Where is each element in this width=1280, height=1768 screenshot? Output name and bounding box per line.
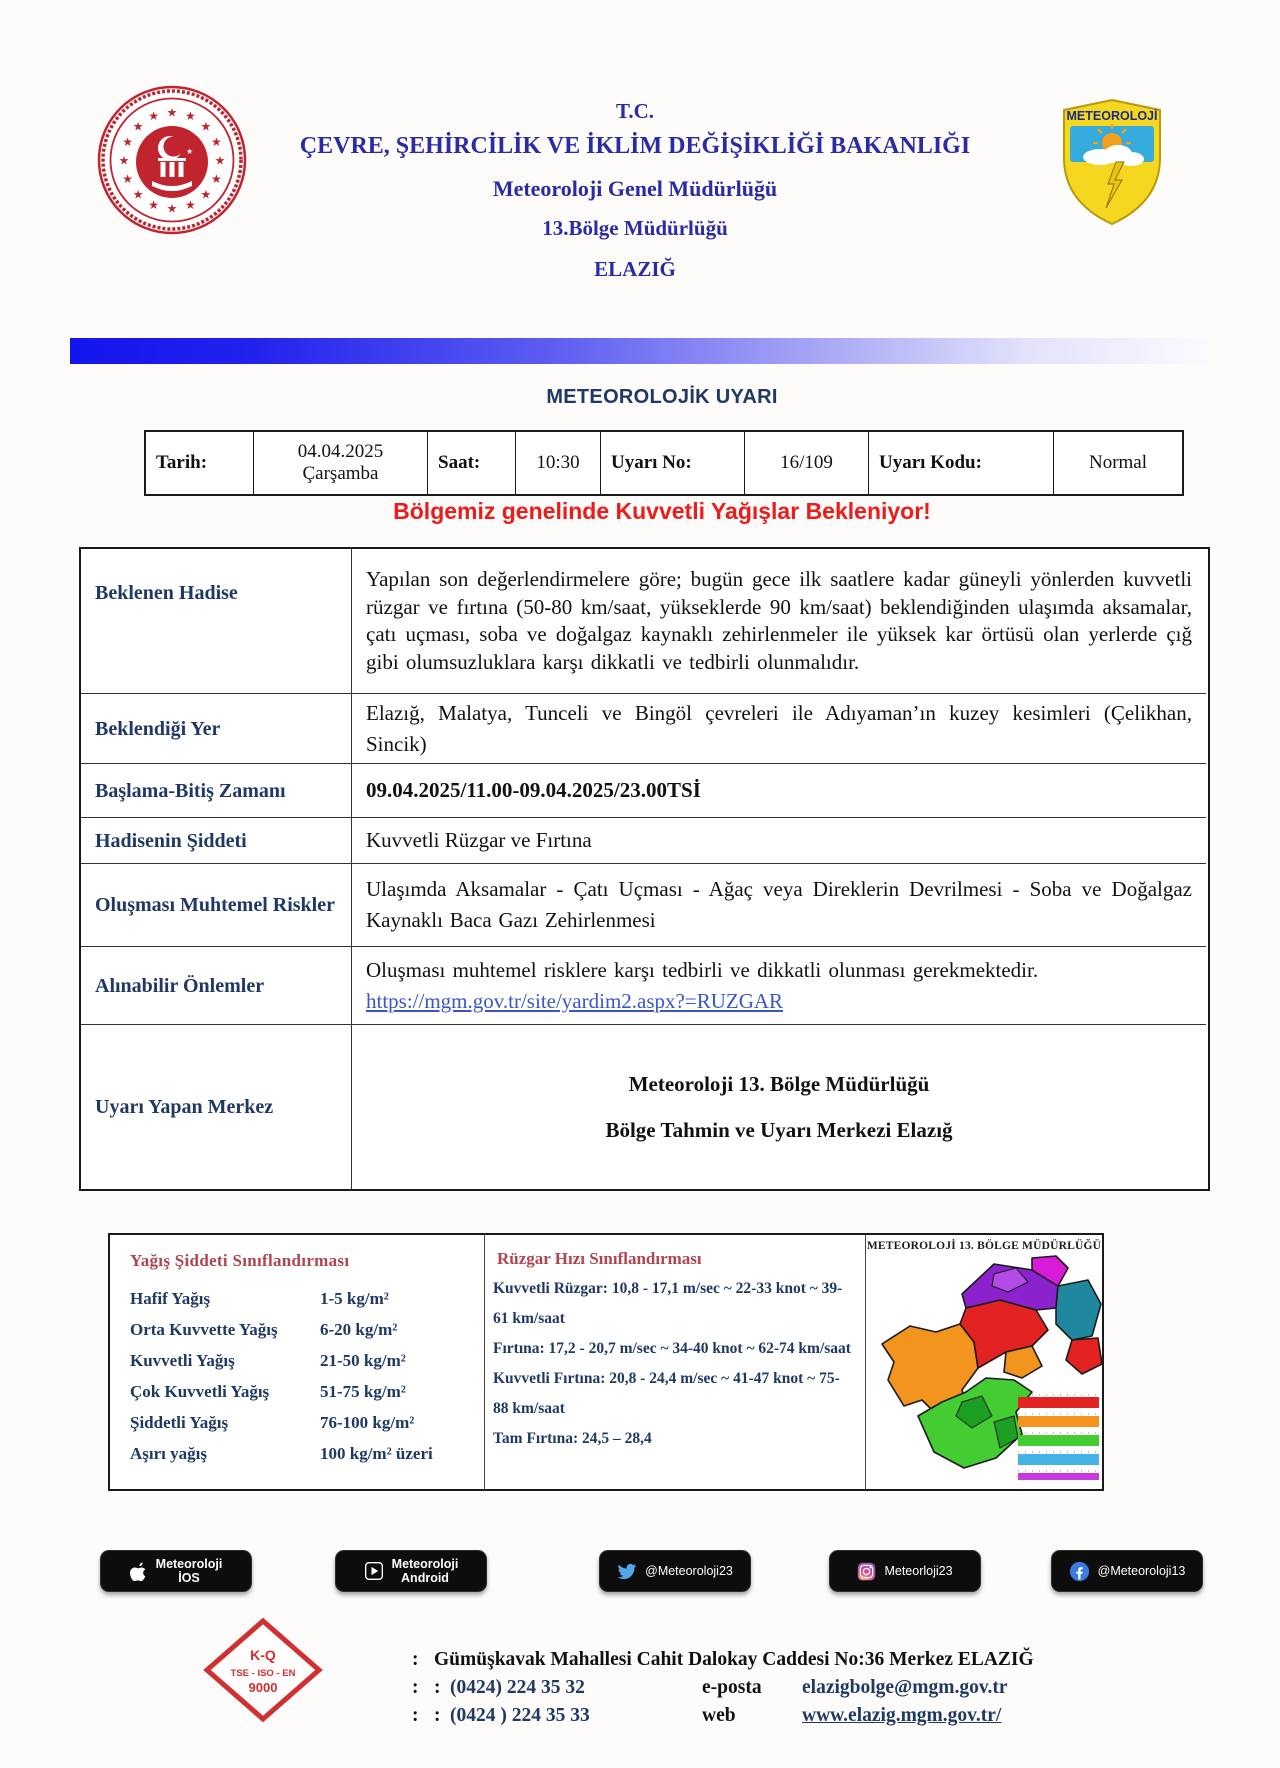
doc-title: METEOROLOJİK UYARI — [546, 386, 778, 408]
row-label-muhtemel-riskler: Oluşması Muhtemel Riskler — [81, 864, 352, 947]
rain-row: Hafif Yağış 1-5 kg/m² — [130, 1288, 389, 1308]
time-value: 10:30 — [515, 432, 600, 494]
region-map-icon — [866, 1252, 1103, 1480]
meteorology-shield-icon — [1060, 96, 1164, 228]
svg-text:★: ★ — [132, 119, 144, 134]
address-line: : Gümüşkavak Mahallesi Cahit Dalokay Caddesi No:36 Merkez ELAZIĞ — [412, 1649, 1034, 1670]
row-label-alinabilir-onlemler: Alınabilir Önlemler — [81, 947, 352, 1025]
google-play-icon — [364, 1561, 384, 1581]
region-map-title: METEOROLOJİ 13. BÖLGE MÜDÜRLÜĞÜ — [866, 1240, 1102, 1252]
contact-block — [412, 1646, 1152, 1730]
row-value-beklendigi-yer: Elazığ, Malatya, Tunceli ve Bingöl çevreleri ile Adıyaman’ın kuzey kesimleri (Çelikhan, Sincik) — [352, 694, 1206, 764]
instagram-icon — [857, 1562, 876, 1581]
issuing-center-line1: Meteoroloji 13. Bölge Müdürlüğü — [628, 1071, 930, 1096]
phone-2: (0424 ) 224 35 33 — [450, 1705, 590, 1726]
header-regional-directorate: 13.Bölge Müdürlüğü — [542, 216, 728, 240]
instagram-button-label: Meteorloji23 — [884, 1564, 953, 1578]
region-map-panel — [865, 1235, 1102, 1489]
wind-line: Tam Fırtına: 24,5 – 28,4 — [493, 1430, 652, 1447]
twitter-button[interactable] — [599, 1550, 751, 1592]
row-value-alinabilir-onlemler — [352, 947, 1206, 1025]
ios-button-label: Meteoroloji İOS — [155, 1557, 223, 1585]
facebook-button-label: @Meteoroloji13 — [1097, 1564, 1186, 1578]
row-label-hadisenin-siddeti: Hadisenin Şiddeti — [81, 818, 352, 864]
warning-info-table — [144, 430, 1184, 496]
warning-code-value: Normal — [1053, 432, 1182, 494]
wind-line: Kuvvetli Fırtına: 20,8 - 24,4 m/sec ~ 41-47 knot ~ 75-88 km/saat — [493, 1370, 840, 1417]
facebook-button[interactable] — [1051, 1550, 1203, 1592]
row-label-baslama-bitis: Başlama-Bitiş Zamanı — [81, 764, 352, 818]
web-label: web — [702, 1705, 736, 1726]
rain-row: Aşırı yağış 100 kg/m² üzeri — [130, 1443, 433, 1463]
svg-text:★: ★ — [211, 135, 222, 150]
svg-text:★: ★ — [166, 201, 178, 216]
svg-text:★: ★ — [185, 109, 196, 124]
ios-app-button[interactable] — [100, 1550, 252, 1592]
warning-no-label: Uyarı No: — [600, 432, 744, 494]
header-ministry: ÇEVRE, ŞEHİRCİLİK VE İKLİM DEĞİŞİKLİĞİ BAKANLIĞI — [299, 133, 971, 159]
svg-text:★: ★ — [122, 135, 133, 150]
row-label-beklendigi-yer: Beklendiği Yer — [81, 694, 352, 764]
wind-line: Kuvvetli Rüzgar: 10,8 - 17,1 m/sec ~ 22-33 knot ~ 39-61 km/saat — [493, 1280, 843, 1327]
svg-text:★: ★ — [211, 171, 222, 186]
issuing-center-line2: Bölge Tahmin ve Uyarı Merkezi Elazığ — [605, 1117, 953, 1142]
document-header — [225, 84, 1045, 285]
svg-text:★: ★ — [166, 105, 178, 120]
row-value-uyari-yapan-merkez — [352, 1025, 1206, 1189]
shield-text: METEOROLOJİ — [1066, 109, 1158, 123]
rain-row: Orta Kuvvette Yağış 6-20 kg/m² — [130, 1319, 398, 1339]
header-city: ELAZIĞ — [594, 257, 676, 281]
header-tc: T.C. — [615, 99, 655, 123]
svg-text:K-Q: K-Q — [250, 1647, 276, 1663]
rain-row: Kuvvetli Yağış 21-50 kg/m² — [130, 1350, 406, 1370]
row-label-beklenen-hadise: Beklenen Hadise — [81, 549, 352, 694]
alert-headline: Bölgemiz genelinde Kuvvetli Yağışlar Bekleniyor! — [393, 498, 931, 524]
warning-no-value: 16/109 — [744, 432, 868, 494]
apple-icon — [130, 1561, 148, 1582]
row-value-muhtemel-riskler: Ulaşımda Aksamalar - Çatı Uçması - Ağaç veya Direklerin Devrilmesi - Soba ve Doğalgaz Kaynaklı Baca Gazı Zehirlenmesi — [352, 864, 1206, 947]
precaution-link[interactable]: https://mgm.gov.tr/site/yardim2.aspx?=RUZGAR — [366, 988, 784, 1013]
svg-text:9000: 9000 — [248, 1680, 278, 1695]
twitter-button-label: @Meteoroloji23 — [645, 1564, 733, 1578]
phone-line-2: : : (0424 ) 224 35 33 web www.elazig.mgm.gov.tr/ — [412, 1705, 1002, 1726]
warning-code-label: Uyarı Kodu: — [868, 432, 1053, 494]
date-value: 04.04.2025 Çarşamba — [253, 432, 427, 494]
svg-text:★: ★ — [148, 197, 159, 212]
blue-gradient-divider — [70, 338, 1210, 364]
website-link[interactable]: www.elazig.mgm.gov.tr/ — [802, 1705, 1002, 1726]
svg-text:★: ★ — [132, 187, 144, 202]
email-value[interactable]: elazigbolge@mgm.gov.tr — [802, 1677, 1008, 1698]
phone-line-1: : : (0424) 224 35 32 e-posta elazigbolge@mgm.gov.tr — [412, 1677, 1008, 1698]
row-value-beklenen-hadise: Yapılan son değerlendirmelere göre; bugün gece ilk saatlere kadar güneyli yönlerden kuvvetli rüzgar ve fırtına (50-80 km/saat, yükseklerde 90 km/saat) beklendiğinden ulaşımda aksamalar, çatı uçması, soba ve doğalgaz kaynaklı zehirlenmeler ile yüksek kar örtüsü olan yerlerde çığ gibi olumsuzluklara karşı dikkatli ve tedbirli olunmalıdır. — [352, 549, 1206, 694]
tse-iso-cert-icon — [203, 1618, 323, 1722]
header-general-directorate: Meteoroloji Genel Müdürlüğü — [492, 176, 778, 201]
email-label: e-posta — [702, 1677, 762, 1698]
facebook-icon — [1069, 1561, 1090, 1582]
precaution-text: Oluşması muhtemel risklere karşı tedbirli ve dikkatli olunması gerekmektedir. — [366, 957, 1039, 982]
date-label: Tarih: — [156, 452, 208, 473]
svg-text:★: ★ — [200, 187, 212, 202]
wind-classification — [484, 1235, 865, 1489]
wind-classification-title: Rüzgar Hızı Sınıflandırması — [497, 1249, 702, 1268]
svg-text:★: ★ — [185, 197, 196, 212]
rain-classification-title: Yağış Şiddeti Sınıflandırması — [130, 1251, 350, 1270]
svg-text:★: ★ — [118, 153, 130, 168]
row-value-hadisenin-siddeti: Kuvvetli Rüzgar ve Fırtına — [352, 818, 1206, 864]
row-label-uyari-yapan-merkez: Uyarı Yapan Merkez — [81, 1025, 352, 1189]
rain-classification — [110, 1235, 484, 1489]
svg-text:★: ★ — [148, 109, 159, 124]
svg-text:★: ★ — [186, 147, 194, 156]
wind-line: Fırtına: 17,2 - 20,7 m/sec ~ 34-40 knot ~ 62-74 km/saat — [493, 1340, 851, 1357]
street-address: Gümüşkavak Mahallesi Cahit Dalokay Caddesi No:36 Merkez ELAZIĞ — [434, 1649, 1034, 1670]
twitter-icon — [617, 1563, 637, 1580]
row-value-baslama-bitis: 09.04.2025/11.00-09.04.2025/23.00TSİ — [352, 764, 1206, 818]
svg-text:★: ★ — [122, 171, 133, 186]
time-label: Saat: — [427, 432, 515, 494]
android-app-button[interactable] — [335, 1550, 487, 1592]
rain-row: Şiddetli Yağış 76-100 kg/m² — [130, 1412, 415, 1432]
instagram-button[interactable] — [829, 1550, 981, 1592]
warning-detail-table — [79, 547, 1210, 1191]
map-legend — [1018, 1395, 1099, 1480]
android-button-label: Meteoroloji Android — [391, 1557, 459, 1585]
svg-text:★: ★ — [214, 153, 226, 168]
classification-panel — [108, 1233, 1104, 1491]
rain-row: Çok Kuvvetli Yağış 51-75 kg/m² — [130, 1381, 406, 1401]
svg-text:★: ★ — [200, 119, 212, 134]
phone-1: (0424) 224 35 32 — [450, 1677, 585, 1698]
svg-text:TSE - ISO - EN: TSE - ISO - EN — [230, 1668, 296, 1679]
